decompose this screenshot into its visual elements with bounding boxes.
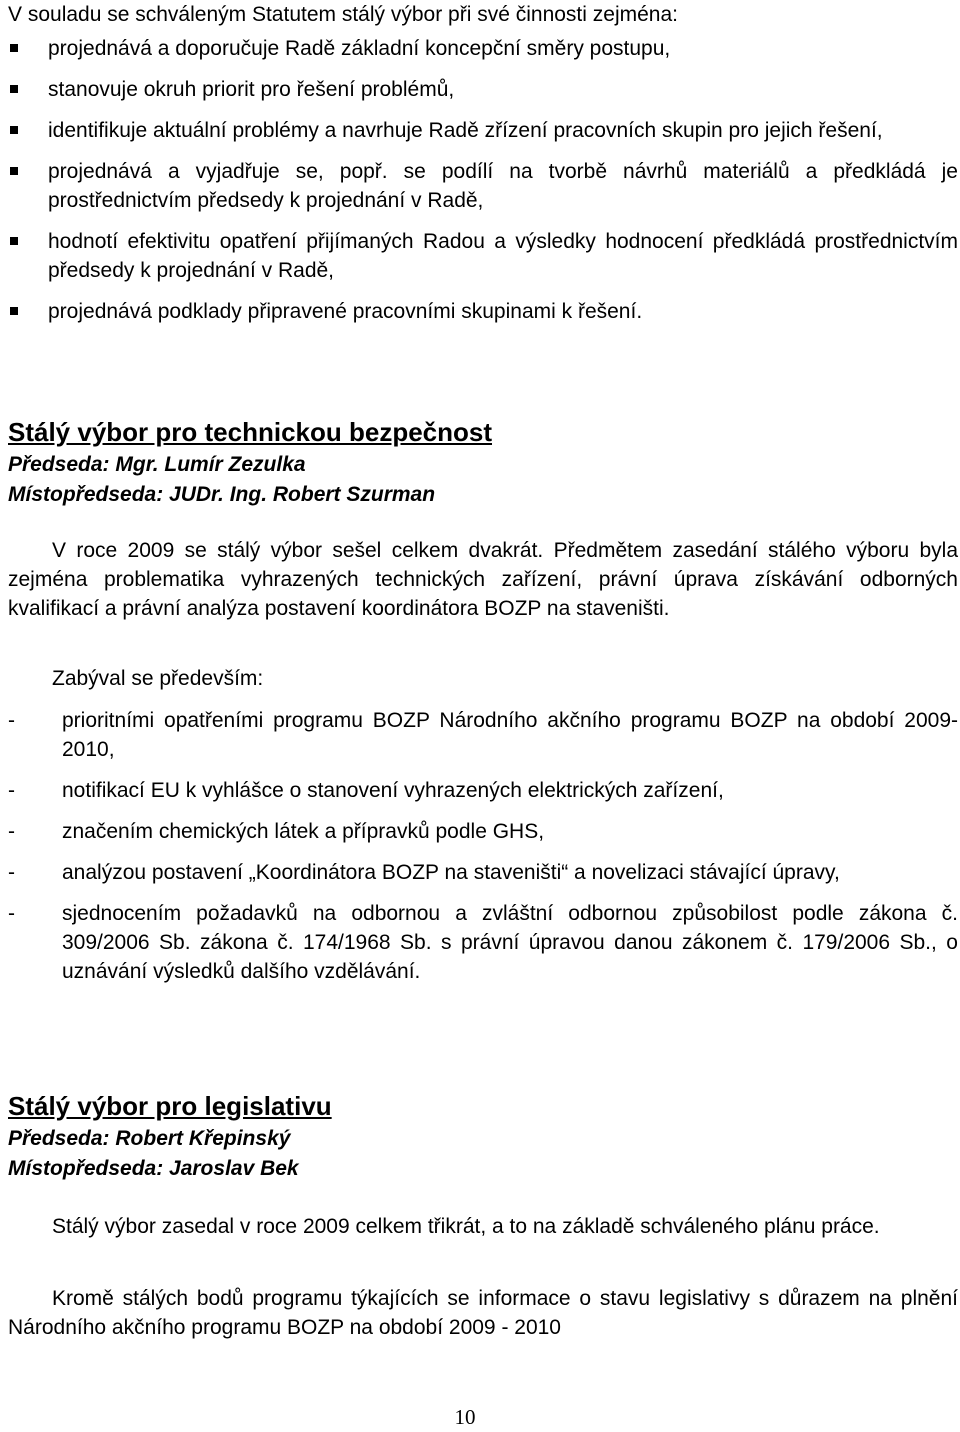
- list-item: - sjednocením požadavků na odbornou a zvláštní odbornou způsobilost podle zákona č. 309/2006 Sb. zákona č. 174/1968 Sb. s právní úpravou danou zákonem č. 179/2006 Sb., o uznávání výsledků dalšího vzdělávání.: [8, 899, 958, 986]
- list-item: - notifikací EU k vyhlášce o stanovení vyhrazených elektrických zařízení,: [8, 776, 958, 805]
- square-bullet-icon: [10, 44, 18, 52]
- list-item: projednává a vyjadřuje se, popř. se podílí na tvorbě návrhů materiálů a předkládá je prostřednictvím předsedy k projednání v Radě,: [8, 157, 958, 215]
- list-item: identifikuje aktuální problémy a navrhuje Radě zřízení pracovních skupin pro jejich řešení,: [8, 116, 958, 145]
- duties-list: [8, 34, 958, 338]
- vice-chair-name: Místopředseda: JUDr. Ing. Robert Szurman: [8, 483, 436, 506]
- square-bullet-icon: [10, 126, 18, 134]
- section-title-legislation: Stálý výbor pro legislativu: [8, 1091, 332, 1121]
- section-title-technical-safety: Stálý výbor pro technickou bezpečnost: [8, 417, 492, 447]
- section1-paragraph: V roce 2009 se stálý výbor sešel celkem dvakrát. Předmětem zasedání stálého výboru byla zejména problematika vyhrazených technických zařízení, právní úprava získávání odborných kvalifikací a právní analýza postavení koordinátora BOZP na staveništi.: [8, 539, 958, 620]
- chair-name: Předseda: Robert Křepinský: [8, 1127, 291, 1150]
- list-item: - analýzou postavení „Koordinátora BOZP na staveništi“ a novelizaci stávající úpravy,: [8, 858, 958, 887]
- vice-chair-name: Místopředseda: Jaroslav Bek: [8, 1157, 299, 1180]
- topics-list: [8, 706, 958, 998]
- dash-bullet: -: [8, 820, 15, 843]
- chair-name: Předseda: Mgr. Lumír Zezulka: [8, 453, 306, 476]
- list-item: - prioritními opatřeními programu BOZP Národního akčního programu BOZP na období 2009-2010,: [8, 706, 958, 764]
- list-item: projednává a doporučuje Radě základní koncepční směry postupu,: [8, 34, 958, 63]
- dash-bullet: -: [8, 902, 15, 925]
- square-bullet-icon: [10, 237, 18, 245]
- page-number: 10: [454, 1405, 476, 1429]
- intro-text: V souladu se schváleným Statutem stálý výbor při své činnosti zejména:: [8, 3, 678, 26]
- section2-paragraph-2: Kromě stálých bodů programu týkajících se informace o stavu legislativy s důrazem na plnění Národního akčního programu BOZP na období 2009 - 2010: [8, 1287, 958, 1339]
- dash-bullet: -: [8, 709, 15, 732]
- dash-bullet: -: [8, 861, 15, 884]
- section2-paragraph-1: Stálý výbor zasedal v roce 2009 celkem třikrát, a to na základě schváleného plánu práce.: [52, 1215, 880, 1238]
- list-item: stanovuje okruh priorit pro řešení problémů,: [8, 75, 958, 104]
- list-item: - značením chemických látek a přípravků podle GHS,: [8, 817, 958, 846]
- square-bullet-icon: [10, 307, 18, 315]
- dash-bullet: -: [8, 779, 15, 802]
- list-item: hodnotí efektivitu opatření přijímaných Radou a výsledky hodnocení předkládá prostřednictvím předsedy k projednání v Radě,: [8, 227, 958, 285]
- square-bullet-icon: [10, 167, 18, 175]
- list-item: projednává podklady připravené pracovními skupinami k řešení.: [8, 297, 958, 326]
- square-bullet-icon: [10, 85, 18, 93]
- section1-list-intro: Zabýval se především:: [52, 667, 264, 690]
